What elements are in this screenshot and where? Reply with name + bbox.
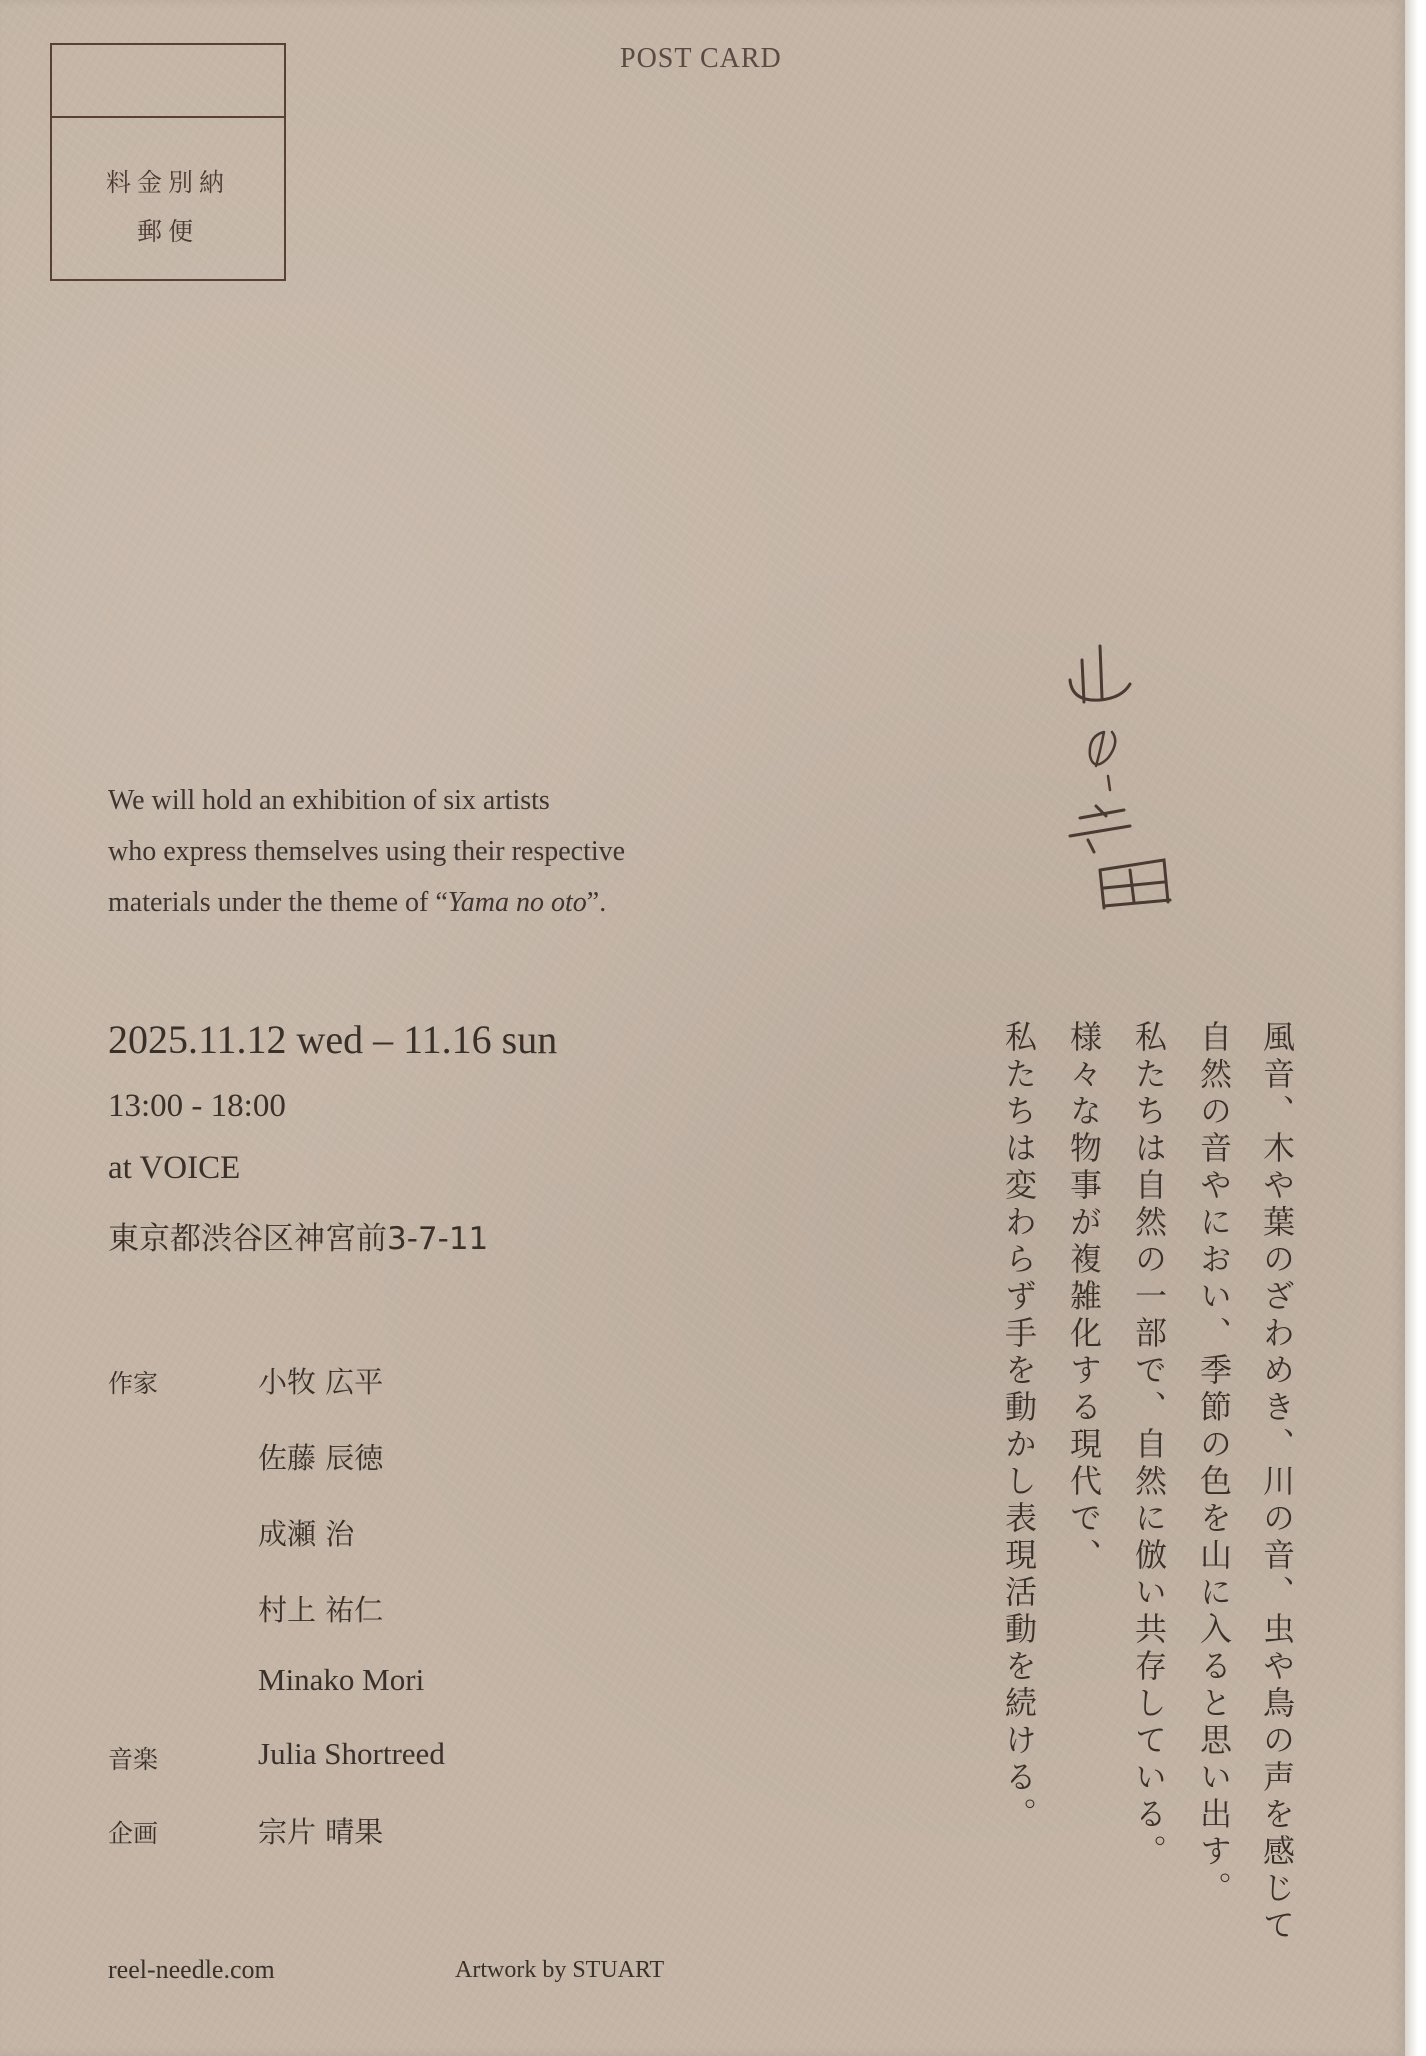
event-hours: 13:00 - 18:00 [108, 1088, 286, 1124]
artist-name: 小牧 広平 [258, 1365, 384, 1399]
event-venue: at VOICE [108, 1150, 241, 1186]
artwork-credit: Artwork by STUART [455, 1957, 665, 1983]
close-quote: ”. [586, 887, 607, 918]
artists-label: 作家 [108, 1369, 159, 1398]
artist-name: Minako Mori [258, 1662, 425, 1697]
vertical-text-column: 様々な物事が複雑化する現代で、 [1065, 1020, 1103, 1575]
music-label: 音楽 [108, 1745, 159, 1774]
planning-label: 企画 [108, 1819, 159, 1848]
vertical-text-column: 自然の音やにおい、季節の色を山に入ると思い出す。 [1195, 1020, 1233, 1908]
artist-name: 成瀬 治 [258, 1517, 355, 1551]
postage-label: 料金別納 [105, 168, 230, 197]
postage-paid-box [50, 43, 286, 281]
intro-line-3 [108, 877, 748, 928]
intro-line-1: We will hold an exhibition of six artists [108, 785, 550, 816]
vertical-text-column: 私たちは変わらず手を動かし表現活動を続ける。 [1000, 1020, 1038, 1834]
artist-name: 佐藤 辰徳 [258, 1441, 384, 1475]
postcard-title: POST CARD [620, 43, 782, 74]
handwritten-title-yama-no-oto [1060, 640, 1200, 930]
mail-label: 郵便 [136, 217, 199, 246]
event-address: 東京都渋谷区神宮前3-7-11 [108, 1221, 489, 1257]
stamp-divider [52, 116, 284, 118]
vertical-text-column: 風音、木や葉のざわめき、川の音、虫や鳥の声を感じて [1258, 1020, 1296, 1945]
exhibition-intro [108, 775, 748, 928]
intro-line-2: who express themselves using their respective [108, 836, 626, 867]
vertical-text-column: 私たちは自然の一部で、自然に倣い共存している。 [1130, 1020, 1168, 1871]
theme-title: Yama no oto [447, 887, 587, 918]
intro-line-3-prefix: materials under the theme of [108, 887, 436, 918]
scan-edge [1405, 0, 1426, 2056]
planning-credit: 宗片 晴果 [258, 1815, 384, 1849]
website-url: reel-needle.com [108, 1955, 275, 1984]
artist-name: 村上 祐仁 [258, 1593, 384, 1627]
event-dates: 2025.11.12 wed – 11.16 sun [108, 1017, 558, 1062]
open-quote: “ [435, 887, 448, 918]
music-credit: Julia Shortreed [258, 1736, 445, 1771]
